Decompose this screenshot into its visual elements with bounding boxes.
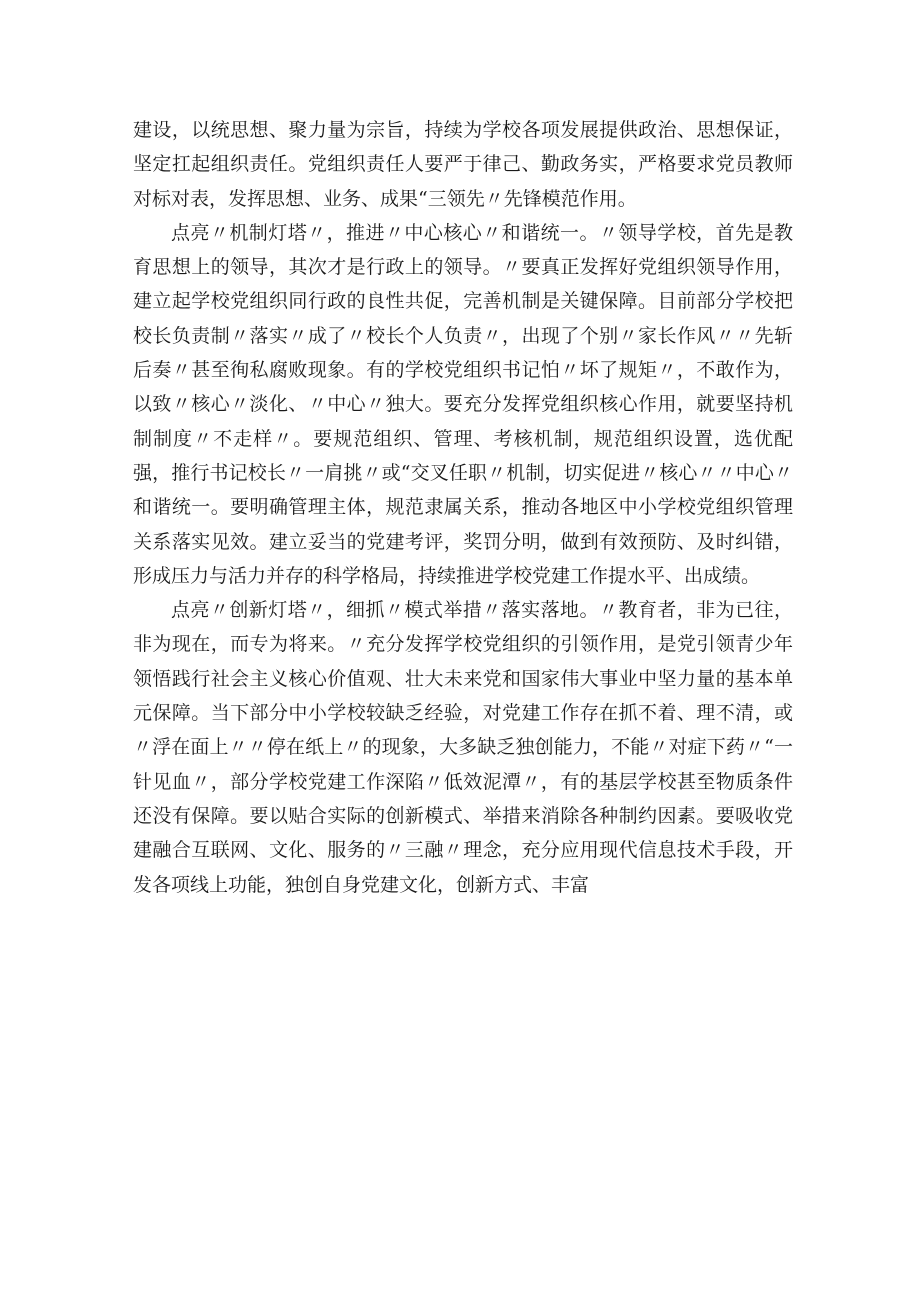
paragraph-innovation-lighthouse: 点亮〃创新灯塔〃，细抓〃模式举措〃落实落地。〃教育者，非为已往，非为现在，而专为将来。〃充分发挥学校党组织的引领作用，是党引领青少年领悟践行社会主义核心价值观、壮大未来党和国家伟大事业中坚力量的基本单元保障。当下部分中小学校较缺乏经验，对党建工作存在抓不着、理不清，或〃浮在面上〃〃停在纸上〃的现象，大多缺乏独创能力，不能〃对症下药〃“一针见血〃，部分学校党建工作深陷〃低效泥潭〃，有的基层学校甚至物质条件还没有保障。要以贴合实际的创新模式、举措来消除各种制约因素。要吸收党建融合互联网、文化、服务的〃三融〃理念，充分应用现代信息技术手段，开发各项线上功能，独创自身党建文化，创新方式、丰富 bbox=[133, 599, 793, 896]
paragraph-mechanism-lighthouse: 点亮〃机制灯塔〃，推进〃中心核心〃和谐统一。〃领导学校，首先是教育思想上的领导，其次才是行政上的领导。〃要真正发挥好党组织领导作用，建立起学校党组织同行政的良性共促，完善机制是关键保障。目前部分学校把校长负责制〃落实〃成了〃校长个人负责〃，出现了个别〃家长作风〃〃先斩后奏〃甚至徇私腐败现象。有的学校党组织书记怕〃坏了规矩〃，不敢作为，以致〃核心〃淡化、〃中心〃独大。要充分发挥党组织核心作用，就要坚持机制制度〃不走样〃。要规范组织、管理、考核机制，规范组织设置，选优配强，推行书记校长〃一肩挑〃或“交叉任职〃机制，切实促进〃核心〃〃中心〃和谐统一。要明确管理主体，规范隶属关系，推动各地区中小学校党组织管理关系落实见效。建立妥当的党建考评，奖罚分明，做到有效预防、及时纠错，形成压力与活力并存的科学格局，持续推进学校党建工作提水平、出成绩。 bbox=[133, 221, 793, 587]
paragraph-continuation: 建设，以统思想、聚力量为宗旨，持续为学校各项发展提供政治、思想保证，坚定扛起组织责任。党组织责任人要严于律己、勤政务实，严格要求党员教师对标对表，发挥思想、业务、成果“三领先〃先锋模范作用。 bbox=[133, 119, 793, 210]
document-body bbox=[133, 113, 793, 902]
